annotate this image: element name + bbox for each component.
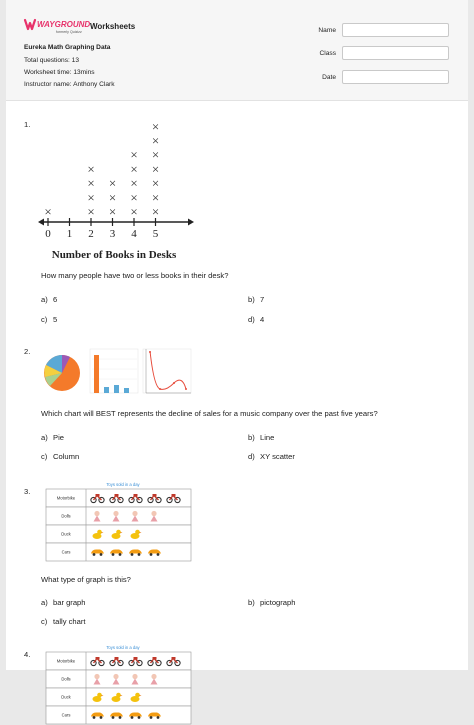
number-line-right-arrow [188, 219, 194, 226]
date-label: Date [322, 74, 336, 81]
name-field[interactable] [342, 23, 449, 37]
q1-option-a-text: 6 [53, 295, 58, 304]
q3-option-b-letter: b) [248, 598, 255, 607]
q2-option-b-letter: b) [248, 433, 255, 442]
name-label: Name [318, 27, 336, 34]
q2-option-a-letter: a) [41, 433, 48, 442]
q3-pictograph-row-label: Motorbike [56, 495, 76, 501]
q2-option-b-text: Line [260, 433, 275, 442]
q2-option-b[interactable] [248, 433, 274, 442]
q3-pictograph-row-label: Dolls [61, 513, 71, 519]
x-mark: × [87, 204, 95, 219]
q2-option-c[interactable] [41, 452, 79, 461]
worksheet-time: Worksheet time: 13mins [24, 69, 95, 76]
tick-label: 1 [66, 228, 73, 240]
tick-label: 5 [152, 228, 159, 240]
q3-option-c[interactable] [41, 617, 86, 626]
x-mark: × [130, 161, 138, 177]
q3-pictograph-row-label: Duck [61, 531, 71, 537]
q2-option-a-text: Pie [53, 433, 64, 442]
q3-pictograph-title: Toys sold in a day [106, 482, 140, 487]
x-mark: × [151, 189, 160, 205]
q1-option-b[interactable] [248, 295, 264, 304]
q1-option-c[interactable] [41, 315, 57, 324]
q2-option-c-letter: c) [41, 452, 48, 461]
question-2-text: Which chart will BEST represents the decline of sales for a music company over the past five years? [41, 409, 378, 418]
q3-option-a-text: bar graph [53, 598, 86, 607]
q2-option-d[interactable] [248, 452, 295, 461]
x-mark: × [108, 175, 117, 191]
q3-option-c-letter: c) [41, 617, 48, 626]
q1-option-d-text: 4 [260, 315, 265, 324]
x-mark: × [130, 147, 138, 163]
tick-label: 2 [88, 228, 94, 240]
x-mark: × [130, 175, 138, 191]
q1-option-d-letter: d) [248, 315, 255, 324]
x-mark: × [151, 175, 160, 191]
q3-option-a[interactable] [41, 598, 86, 607]
q1-option-c-text: 5 [53, 315, 58, 324]
instructor-name: Instructor name: Anthony Clark [24, 81, 115, 88]
tick-label: 0 [45, 228, 51, 240]
q1-option-a-letter: a) [41, 295, 48, 304]
pictograph-q4 [40, 643, 192, 725]
x-mark: × [151, 133, 160, 148]
q1-option-b-text: 7 [260, 295, 265, 304]
x-mark: × [108, 204, 117, 219]
date-field[interactable] [342, 70, 449, 84]
q2-option-d-text: XY scatter [260, 452, 295, 461]
worksheets-label: Worksheets [90, 22, 136, 31]
xy-scatter-thumbnail [143, 349, 191, 393]
q1-option-c-letter: c) [41, 315, 48, 324]
x-mark: × [44, 204, 52, 219]
x-mark: × [87, 161, 95, 177]
x-mark: × [130, 189, 138, 205]
worksheet-page [6, 0, 468, 718]
worksheet-title: Eureka Math Graphing Data [24, 44, 111, 51]
q4-pictograph-row-label: Motorbike [56, 658, 76, 664]
q2-option-c-text: Column [53, 452, 80, 461]
wayground-logo [24, 17, 92, 35]
question-1-number: 1. [24, 120, 31, 129]
q1-option-a[interactable] [41, 295, 57, 304]
q1-option-b-letter: b) [248, 295, 255, 304]
total-questions: Total questions: 13 [24, 57, 79, 64]
number-line-left-arrow [38, 219, 44, 226]
chart-thumbnails [42, 347, 192, 395]
tick-label: 4 [131, 228, 137, 240]
q4-pictograph-row-label: Cars [61, 712, 71, 718]
q4-pictograph-title: Toys sold in a day [106, 645, 140, 650]
question-2-number: 2. [24, 347, 31, 356]
pictograph-q3 [40, 480, 192, 562]
q2-option-d-letter: d) [248, 452, 255, 461]
worksheet-header [6, 0, 468, 101]
x-mark: × [151, 147, 160, 163]
brand-subtitle: formerly Quizizz [56, 30, 82, 34]
q4-pictograph-row-label: Duck [61, 694, 71, 700]
x-mark: × [87, 189, 95, 205]
x-mark: × [151, 161, 160, 177]
brand-name: WAYGROUND [37, 20, 91, 29]
column-chart-thumbnail [90, 349, 138, 393]
q2-option-a[interactable] [41, 433, 64, 442]
q3-option-a-letter: a) [41, 598, 48, 607]
tick-label: 3 [109, 228, 116, 240]
q3-option-c-text: tally chart [53, 617, 86, 626]
question-3-text: What type of graph is this? [41, 575, 131, 584]
x-mark: × [130, 204, 138, 219]
question-1-text: How many people have two or less books in their desk? [41, 271, 229, 280]
q3-option-b[interactable] [248, 598, 295, 607]
line-plot-chart [36, 112, 196, 264]
class-field[interactable] [342, 46, 449, 60]
x-mark: × [87, 175, 95, 191]
q1-option-d[interactable] [248, 315, 264, 324]
x-mark: × [151, 204, 160, 219]
line-plot-xlabel: Number of Books in Desks [51, 249, 177, 261]
q3-option-b-text: pictograph [260, 598, 296, 607]
x-mark: × [151, 118, 160, 134]
question-4-number: 4. [24, 650, 31, 659]
question-3-number: 3. [24, 487, 31, 496]
q4-pictograph-row-label: Dolls [61, 676, 71, 682]
class-label: Class [319, 50, 336, 57]
q3-pictograph-row-label: Cars [61, 549, 71, 555]
pie-chart-thumbnail [44, 355, 80, 391]
x-mark: × [108, 189, 117, 205]
